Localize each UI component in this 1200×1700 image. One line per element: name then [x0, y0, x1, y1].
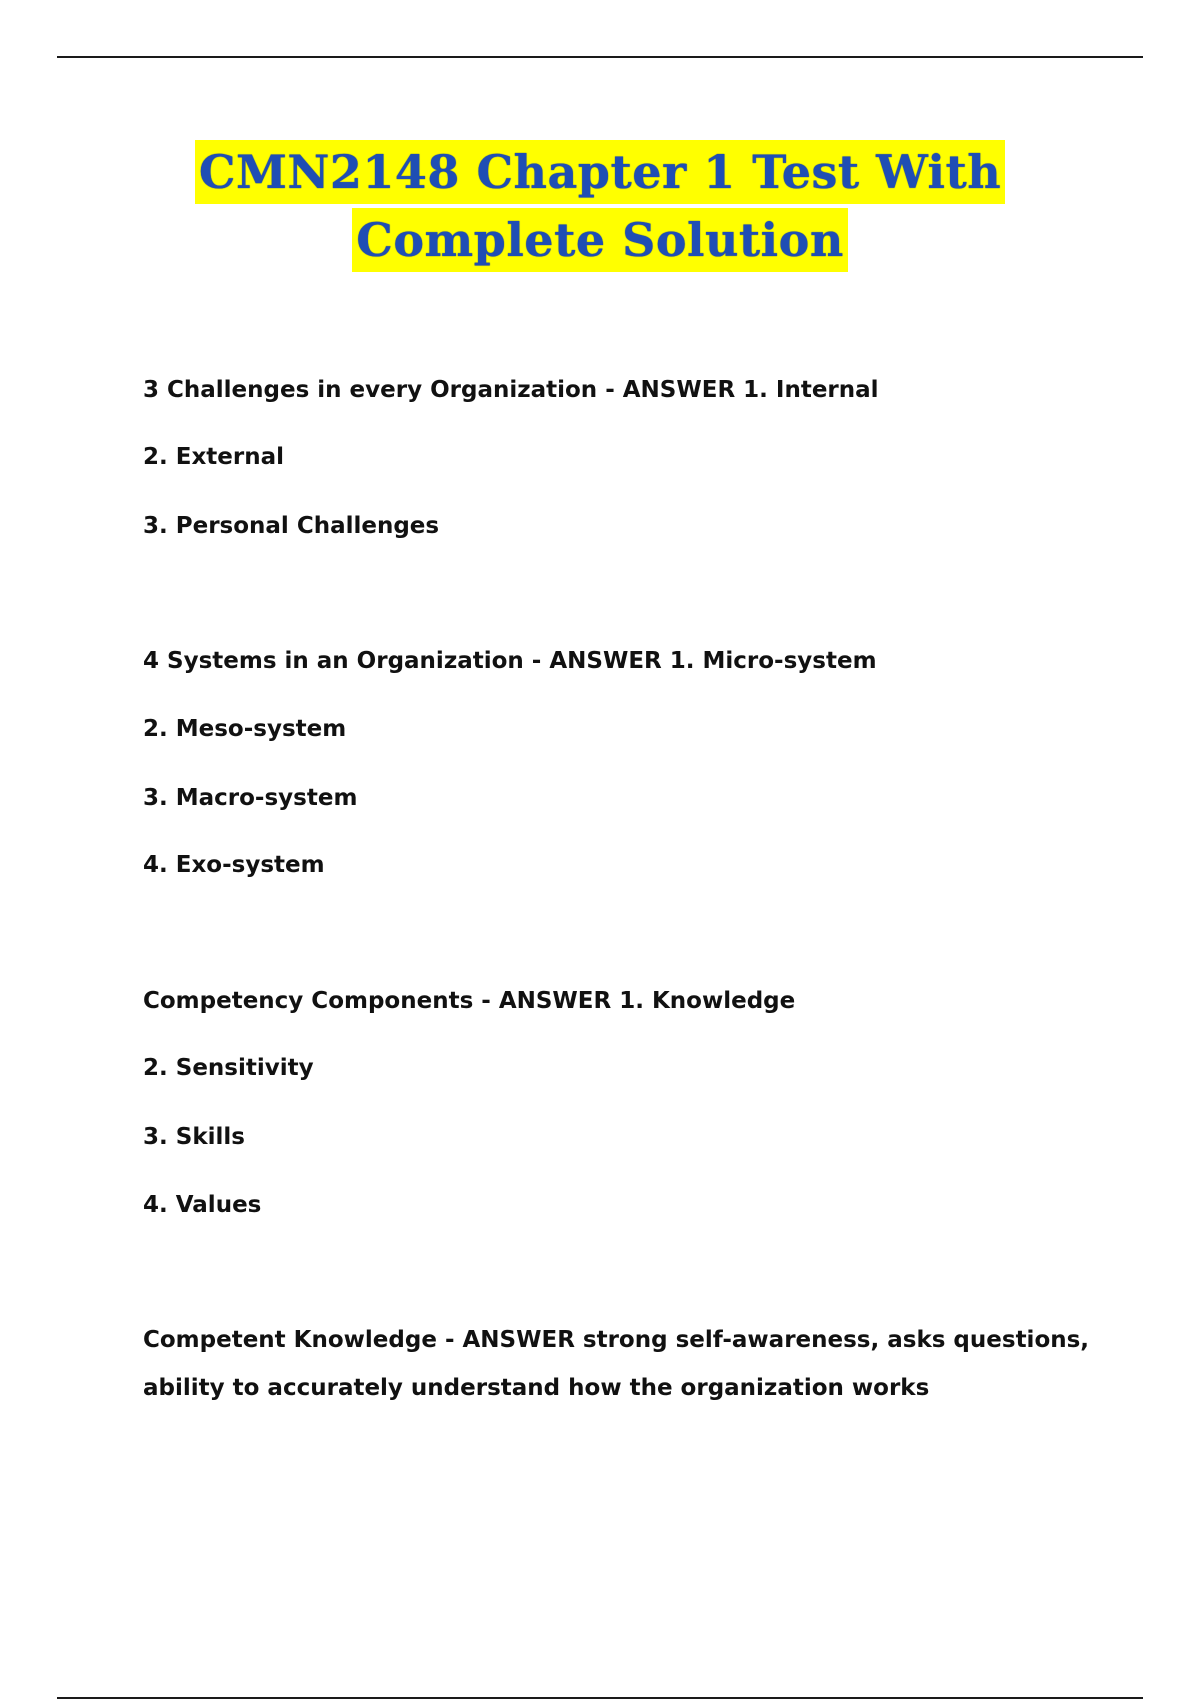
qa-3-line-4: 4. Values: [143, 1192, 262, 1218]
qa-2-line-4: 4. Exo-system: [143, 852, 325, 878]
qa-3-line-3: 3. Skills: [143, 1124, 245, 1150]
qa-4-line-1: Competent Knowledge - ANSWER strong self-awareness, asks questions,: [143, 1327, 1090, 1353]
top-rule: [57, 56, 1143, 58]
bottom-rule: [57, 1697, 1143, 1699]
qa-1-line-2: 2. External: [143, 444, 285, 470]
qa-2-line-3: 3. Macro-system: [143, 785, 358, 811]
qa-2-line-2: 2. Meso-system: [143, 716, 347, 742]
document-title: [0, 140, 1200, 272]
qa-2-line-1: 4 Systems in an Organization - ANSWER 1. Micro-system: [143, 648, 877, 674]
qa-1-line-1: 3 Challenges in every Organization - ANSWER 1. Internal: [143, 377, 879, 403]
qa-3-line-1: Competency Components - ANSWER 1. Knowledge: [143, 988, 796, 1014]
qa-4-line-2: ability to accurately understand how the organization works: [143, 1375, 930, 1401]
title-line-2: Complete Solution: [352, 208, 848, 272]
qa-3-line-2: 2. Sensitivity: [143, 1055, 314, 1081]
qa-1-line-3: 3. Personal Challenges: [143, 513, 440, 539]
title-line-1: CMN2148 Chapter 1 Test With: [195, 140, 1005, 204]
